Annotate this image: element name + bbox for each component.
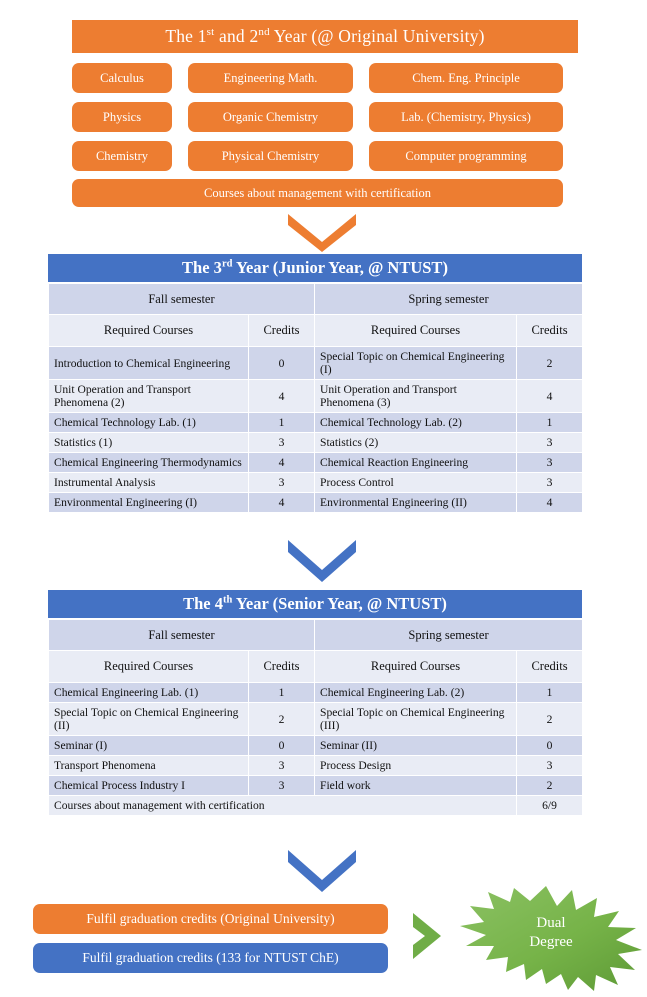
course-cell: Chemical Engineering Lab. (1) [49, 683, 249, 703]
year-3-semester-header-row [49, 284, 583, 315]
year-3-title [48, 254, 582, 282]
credit-cell: 0 [249, 347, 315, 380]
chevron-right-icon-green [413, 907, 453, 965]
credit-cell: 3 [249, 473, 315, 493]
course-box-engineering-math[interactable]: Engineering Math. [188, 63, 353, 93]
year-4-col-fall-credits: Credits [249, 651, 315, 683]
year-4-footer-credits: 6/9 [517, 796, 583, 816]
course-box-physical-chemistry[interactable]: Physical Chemistry [188, 141, 353, 171]
table-row [49, 703, 583, 736]
course-cell: Chemical Process Industry I [49, 776, 249, 796]
course-cell: Special Topic on Chemical Engineering (II) [49, 703, 249, 736]
year-4-column-header-row [49, 651, 583, 683]
credit-cell: 2 [517, 776, 583, 796]
year-4-spring-semester-header: Spring semester [315, 620, 583, 651]
table-row [49, 683, 583, 703]
year-3-col-fall-courses: Required Courses [49, 315, 249, 347]
course-cell: Special Topic on Chemical Engineering (III) [315, 703, 517, 736]
dual-degree-badge [458, 884, 644, 992]
course-cell: Chemical Engineering Lab. (2) [315, 683, 517, 703]
course-cell: Environmental Engineering (I) [49, 493, 249, 513]
year-4-title [48, 590, 582, 618]
course-cell: Environmental Engineering (II) [315, 493, 517, 513]
course-cell: Unit Operation and Transport Phenomena (2) [49, 380, 249, 413]
year-3-fall-semester-header: Fall semester [49, 284, 315, 315]
course-box-calculus[interactable]: Calculus [72, 63, 172, 93]
course-cell: Special Topic on Chemical Engineering (I) [315, 347, 517, 380]
course-box-organic-chemistry[interactable]: Organic Chemistry [188, 102, 353, 132]
credit-cell: 3 [517, 473, 583, 493]
course-cell: Process Design [315, 756, 517, 776]
year-4-table-wrapper [48, 619, 583, 816]
credit-cell: 0 [517, 736, 583, 756]
dual-degree-line1: Dual [536, 915, 566, 931]
credit-cell: 3 [249, 433, 315, 453]
course-box-chem-eng-principle[interactable]: Chem. Eng. Principle [369, 63, 563, 93]
course-cell: Statistics (2) [315, 433, 517, 453]
table-row [49, 453, 583, 473]
course-cell: Chemical Reaction Engineering [315, 453, 517, 473]
table-row [49, 433, 583, 453]
course-cell: Process Control [315, 473, 517, 493]
credit-cell: 2 [249, 703, 315, 736]
course-box-management-certification[interactable]: Courses about management with certification [72, 179, 563, 207]
dual-degree-label [458, 914, 644, 952]
year-3-column-header-row [49, 315, 583, 347]
course-cell: Chemical Technology Lab. (2) [315, 413, 517, 433]
credit-cell: 3 [517, 756, 583, 776]
table-row [49, 473, 583, 493]
credit-cell: 3 [249, 776, 315, 796]
course-cell: Transport Phenomena [49, 756, 249, 776]
table-row [49, 413, 583, 433]
year-3-col-fall-credits: Credits [249, 315, 315, 347]
credit-cell: 4 [249, 453, 315, 473]
table-row [49, 347, 583, 380]
course-cell: Statistics (1) [49, 433, 249, 453]
course-box-lab-chemistry-physics[interactable]: Lab. (Chemistry, Physics) [369, 102, 563, 132]
year-4-footer-row [49, 796, 583, 816]
year-1-2-banner-text: The 1st and 2nd Year (@ Original University) [165, 26, 485, 46]
year-3-col-spring-courses: Required Courses [315, 315, 517, 347]
year-4-col-spring-courses: Required Courses [315, 651, 517, 683]
credit-cell: 3 [517, 453, 583, 473]
credit-cell: 3 [249, 756, 315, 776]
year-3-title-text: The 3rd Year (Junior Year, @ NTUST) [182, 258, 448, 277]
dual-degree-line2: Degree [529, 933, 573, 950]
credit-cell: 1 [517, 683, 583, 703]
course-cell: Seminar (II) [315, 736, 517, 756]
year-4-title-text: The 4th Year (Senior Year, @ NTUST) [183, 594, 447, 613]
fulfil-original-university-box[interactable]: Fulfil graduation credits (Original University) [33, 904, 388, 934]
credit-cell: 4 [249, 380, 315, 413]
credit-cell: 4 [249, 493, 315, 513]
credit-cell: 2 [517, 347, 583, 380]
credit-cell: 4 [517, 380, 583, 413]
fulfil-ntust-credits-box[interactable]: Fulfil graduation credits (133 for NTUST ChE) [33, 943, 388, 973]
course-cell: Unit Operation and Transport Phenomena (3) [315, 380, 517, 413]
year-4-fall-semester-header: Fall semester [49, 620, 315, 651]
course-cell: Introduction to Chemical Engineering [49, 347, 249, 380]
year-3-spring-semester-header: Spring semester [315, 284, 583, 315]
table-row [49, 736, 583, 756]
year-3-table-wrapper [48, 283, 583, 513]
credit-cell: 0 [249, 736, 315, 756]
credit-cell: 1 [249, 413, 315, 433]
course-cell: Instrumental Analysis [49, 473, 249, 493]
year-3-table [48, 283, 583, 513]
chevron-down-icon-blue-2 [288, 850, 356, 892]
credit-cell: 2 [517, 703, 583, 736]
course-cell: Chemical Technology Lab. (1) [49, 413, 249, 433]
year-3-col-spring-credits: Credits [517, 315, 583, 347]
course-cell: Seminar (I) [49, 736, 249, 756]
table-row [49, 776, 583, 796]
course-box-chemistry[interactable]: Chemistry [72, 141, 172, 171]
table-row [49, 493, 583, 513]
credit-cell: 3 [517, 433, 583, 453]
year-4-semester-header-row [49, 620, 583, 651]
year-4-col-fall-courses: Required Courses [49, 651, 249, 683]
table-row [49, 380, 583, 413]
year-4-footer-label: Courses about management with certification [49, 796, 517, 816]
chevron-down-icon-orange [288, 214, 356, 252]
course-cell: Field work [315, 776, 517, 796]
year-4-col-spring-credits: Credits [517, 651, 583, 683]
course-box-physics[interactable]: Physics [72, 102, 172, 132]
table-row [49, 756, 583, 776]
year-4-table [48, 619, 583, 816]
course-cell: Chemical Engineering Thermodynamics [49, 453, 249, 473]
credit-cell: 1 [249, 683, 315, 703]
credit-cell: 1 [517, 413, 583, 433]
course-box-computer-programming[interactable]: Computer programming [369, 141, 563, 171]
chevron-down-icon-blue-1 [288, 540, 356, 582]
year-1-2-banner [72, 20, 578, 53]
credit-cell: 4 [517, 493, 583, 513]
